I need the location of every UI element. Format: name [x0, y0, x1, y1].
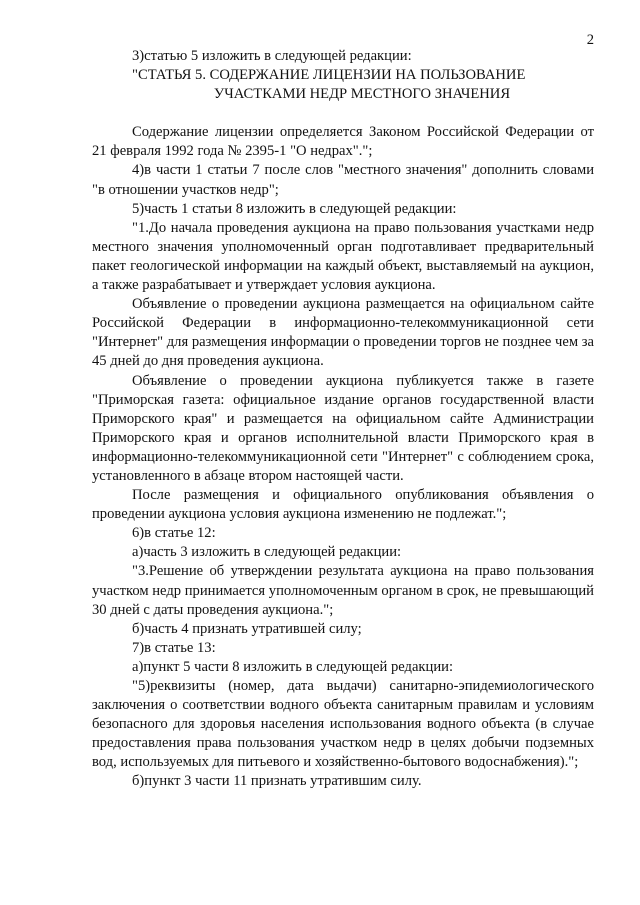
document-body [92, 47, 594, 792]
paragraph-license-content: Содержание лицензии определяется Законом Российской Федерации от 21 февраля 1992 года № 2395-1 "О недрах"."; [92, 124, 594, 160]
paragraph-auction-announcement-newspaper: Объявление о проведении аукциона публикуется также в газете "Приморская газета: официальное издание органов государственной власти Приморского края" и размещается на официальном сайте Администрации Приморского края и органов исполнительной власти Приморского края в информационно-телекоммуникационной сети "Интернет" с соблюдением срока, установленного в абзаце втором настоящей части. [92, 372, 594, 484]
paragraph-auction-conditions: После размещения и официального опубликования объявления о проведении аукциона условия аукциона изменению не подлежат."; [92, 487, 594, 523]
page-number: 2 [586, 32, 594, 48]
paragraph-article-13-part-8: а)пункт 5 части 8 изложить в следующей редакции: [132, 658, 454, 675]
spacer [92, 104, 594, 123]
paragraph-amendment-article-13: 7)в статье 13: [132, 639, 216, 656]
paragraph-article-12-part-4: б)часть 4 признать утратившей силу; [132, 620, 362, 637]
paragraph-sanitary-conclusion: "5)реквизиты (номер, дата выдачи) санитарно-эпидемиологического заключения о соответствии водного объекта санитарным правилам и условиям безопасного для здоровья населения использования водного объекта (в случае предоставления права пользования участком недр в целях добычи подземных вод, используемых для питьевого и хозяйственно-бытового водоснабжения)."; [92, 678, 594, 771]
paragraph-auction-result-decision: "3.Решение об утверждении результата аукциона на право пользования участком недр принимается уполномоченным органом в срок, не превышающий 30 дней с даты проведения аукциона."; [92, 563, 594, 618]
paragraph-auction-announcement-site: Объявление о проведении аукциона размещается на официальном сайте Российской Федерации в информационно-телекоммуникационной сети "Интернет" для размещения информации о проведении торгов не позднее чем за 45 дней до дня проведения аукциона. [92, 296, 594, 370]
paragraph-auction-preparation: "1.До начала проведения аукциона на право пользования участками недр местного значения уполномоченный орган подготавливает предварительный пакет геологической информации на каждый объект, выставляемый на аукцион, а также разрабатывает и утверждает условия аукциона. [92, 219, 594, 294]
article-5-heading-line-1: "СТАТЬЯ 5. СОДЕРЖАНИЕ ЛИЦЕНЗИИ НА ПОЛЬЗОВАНИЕ [132, 67, 526, 84]
paragraph-article-13-part-11: б)пункт 3 части 11 признать утратившим силу. [132, 773, 422, 790]
paragraph-amendment-article-7: 4)в части 1 статьи 7 после слов "местного значения" дополнить словами "в отношении участков недр"; [92, 162, 594, 198]
paragraph-amendment-article-12: 6)в статье 12: [132, 525, 216, 542]
paragraph-article-12-part-3: а)часть 3 изложить в следующей редакции: [132, 544, 402, 561]
article-5-heading-line-2: УЧАСТКАМИ НЕДР МЕСТНОГО ЗНАЧЕНИЯ [213, 86, 511, 103]
paragraph-amendment-article-5: 3)статью 5 изложить в следующей редакции: [132, 48, 412, 64]
paragraph-amendment-article-8: 5)часть 1 статьи 8 изложить в следующей редакции: [132, 200, 457, 217]
